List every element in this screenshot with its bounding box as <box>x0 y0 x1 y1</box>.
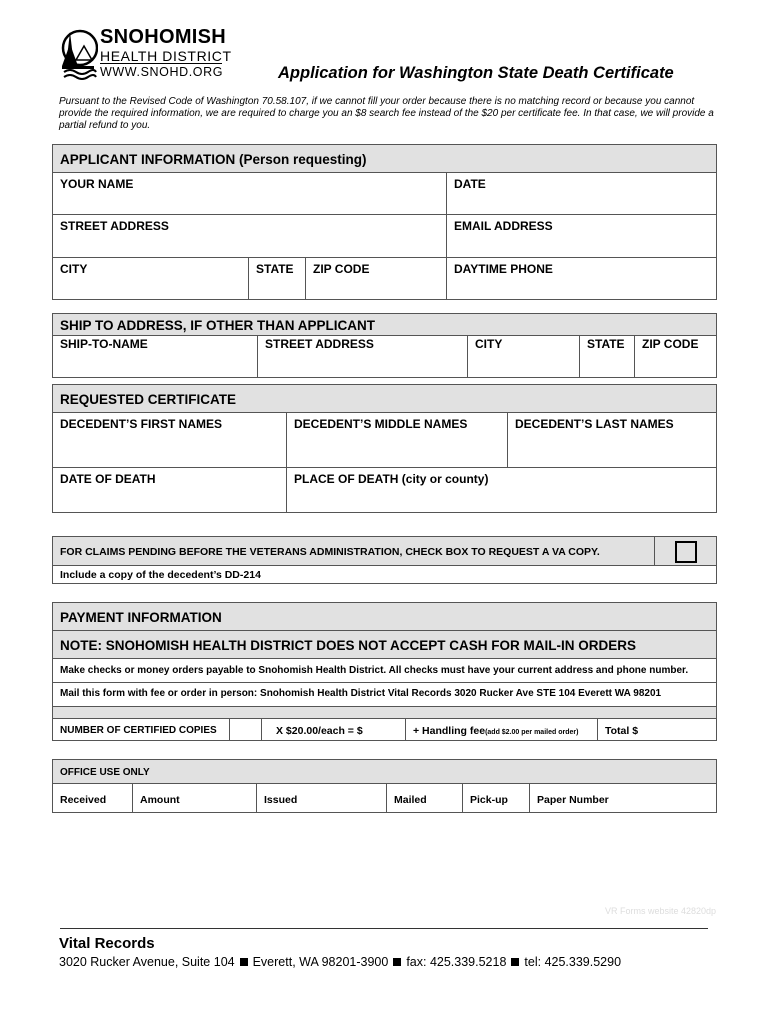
received-field[interactable]: Received <box>53 784 133 813</box>
ship-to-name-field[interactable]: SHIP-TO-NAME <box>53 336 258 378</box>
va-copy-checkbox-cell[interactable] <box>655 537 717 566</box>
decedent-first-names-field[interactable]: DECEDENT’S FIRST NAMES <box>53 413 287 468</box>
amount-field[interactable]: Amount <box>133 784 257 813</box>
footer-divider <box>60 928 708 929</box>
city-field[interactable]: CITY <box>53 258 249 300</box>
ship-city-field[interactable]: CITY <box>468 336 580 378</box>
footer-city: Everett, WA 98201-3900 <box>252 955 389 969</box>
va-copy-checkbox[interactable] <box>675 541 697 563</box>
bullet-square-icon <box>511 958 519 966</box>
bullet-square-icon <box>240 958 248 966</box>
payment-heading: PAYMENT INFORMATION <box>53 603 717 631</box>
decedent-last-names-field[interactable]: DECEDENT’S LAST NAMES <box>508 413 717 468</box>
ship-to-heading: SHIP TO ADDRESS, IF OTHER THAN APPLICANT <box>53 314 717 336</box>
org-subtitle: HEALTH DISTRICT <box>100 48 232 64</box>
certificate-heading: REQUESTED CERTIFICATE <box>53 385 717 413</box>
footer-street: 3020 Rucker Avenue, Suite 104 <box>59 955 235 969</box>
intro-text: Pursuant to the Revised Code of Washington 70.58.107, if we cannot fill your order because there is no matching record or because you cannot provide the required information, we are required to charge you an $8 search fee instead of the $20 per certificate fee. In that case, we will provide a partial refund to you. <box>59 96 714 131</box>
checks-payable-note: Make checks or money orders payable to Snohomish Health District. All checks must have your current address and phone number. <box>53 659 717 683</box>
copies-input[interactable] <box>230 719 262 741</box>
footer-fax: fax: 425.339.5218 <box>406 955 507 969</box>
date-field[interactable]: DATE <box>447 173 717 215</box>
handling-fee-note: (add $2.00 per mailed order) <box>485 729 579 736</box>
ship-state-field[interactable]: STATE <box>580 336 635 378</box>
va-claims-label: FOR CLAIMS PENDING BEFORE THE VETERANS ADMINISTRATION, CHECK BOX TO REQUEST A VA COPY. <box>53 537 655 566</box>
mailed-field[interactable]: Mailed <box>387 784 463 813</box>
footer-title: Vital Records <box>59 935 155 952</box>
email-address-field[interactable]: EMAIL ADDRESS <box>447 215 717 258</box>
issued-field[interactable]: Issued <box>257 784 387 813</box>
veterans-section <box>52 536 717 584</box>
each-fee-field[interactable]: X $20.00/each = $ <box>262 719 406 741</box>
pickup-field[interactable]: Pick-up <box>463 784 530 813</box>
ship-street-address-field[interactable]: STREET ADDRESS <box>258 336 468 378</box>
org-name: SNOHOMISH <box>100 26 227 48</box>
bullet-square-icon <box>393 958 401 966</box>
logo-divider <box>100 63 222 64</box>
decedent-middle-names-field[interactable]: DECEDENT’S MIDDLE NAMES <box>287 413 508 468</box>
form-id: VR Forms website 42820dp <box>605 906 717 916</box>
office-use-heading: OFFICE USE ONLY <box>53 760 717 784</box>
daytime-phone-field[interactable]: DAYTIME PHONE <box>447 258 717 300</box>
ship-zip-code-field[interactable]: ZIP CODE <box>635 336 717 378</box>
zip-code-field[interactable]: ZIP CODE <box>306 258 447 300</box>
no-cash-note: NOTE: SNOHOMISH HEALTH DISTRICT DOES NOT ACCEPT CASH FOR MAIL-IN ORDERS <box>53 631 717 659</box>
page-title: Application for Washington State Death Certificate <box>278 64 674 82</box>
org-logo <box>58 24 288 84</box>
paper-number-field[interactable]: Paper Number <box>530 784 717 813</box>
total-field[interactable]: Total $ <box>598 719 717 741</box>
place-of-death-field[interactable]: PLACE OF DEATH (city or county) <box>287 468 717 513</box>
date-of-death-field[interactable]: DATE OF DEATH <box>53 468 287 513</box>
dd214-note: Include a copy of the decedent’s DD-214 <box>53 566 717 584</box>
state-field[interactable]: STATE <box>249 258 306 300</box>
mail-instructions: Mail this form with fee or order in person: Snohomish Health District Vital Records 3020 Rucker Ave STE 104 Everett WA 98201 <box>53 683 717 707</box>
payment-section <box>52 602 717 741</box>
handling-fee-field[interactable] <box>406 719 598 741</box>
tree-mountain-logo-icon <box>58 26 98 81</box>
copies-label: NUMBER OF CERTIFIED COPIES <box>53 719 230 741</box>
applicant-heading: APPLICANT INFORMATION (Person requesting) <box>53 145 717 173</box>
certificate-section <box>52 384 717 513</box>
footer-address <box>59 955 621 969</box>
your-name-field[interactable]: YOUR NAME <box>53 173 447 215</box>
payment-spacer <box>53 707 717 719</box>
handling-fee-label: + Handling fee <box>413 725 486 737</box>
applicant-section <box>52 144 717 300</box>
office-use-section <box>52 759 717 813</box>
street-address-field[interactable]: STREET ADDRESS <box>53 215 447 258</box>
org-url: WWW.SNOHD.ORG <box>100 65 224 79</box>
ship-to-section <box>52 313 717 378</box>
footer-tel: tel: 425.339.5290 <box>524 955 622 969</box>
